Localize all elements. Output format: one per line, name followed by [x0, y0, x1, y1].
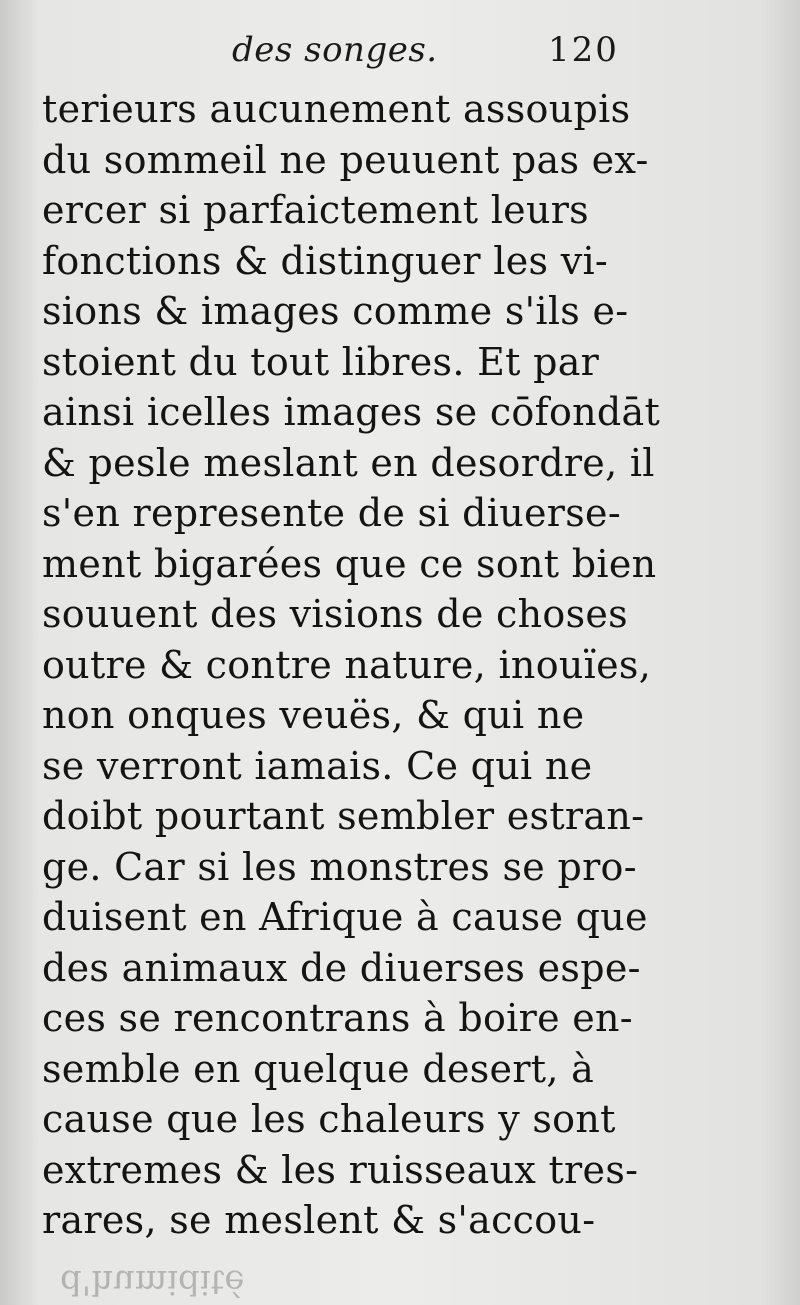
- text-line: fonctions & distinguer les vi-: [42, 238, 609, 283]
- text-line: rares, se meslent & s'accou-: [42, 1198, 596, 1242]
- page-number: 120: [548, 30, 619, 70]
- body-text: [42, 84, 682, 1246]
- text-line: ces se rencontrans à boire en-: [42, 996, 633, 1040]
- text-line: & pesle meslant en desordre, il: [42, 440, 655, 485]
- running-head-title: des songes.: [232, 30, 438, 70]
- text-line: doibt pourtant sembler estran-: [42, 794, 645, 838]
- text-line: semble en quelque desert, à: [42, 1046, 595, 1091]
- bleed-through-text: d'humidité: [60, 1262, 245, 1302]
- text-line: des animaux de diuerses espe-: [42, 945, 641, 990]
- text-line: cause que les chaleurs y sont: [42, 1097, 616, 1141]
- text-line: terieurs aucunement assoupis: [42, 87, 631, 131]
- text-line: ge. Car si les monstres se pro-: [42, 844, 637, 889]
- text-line: s'en represente de si diuerse-: [42, 491, 621, 535]
- text-line: se verront iamais. Ce qui ne: [42, 743, 593, 788]
- text-line: souuent des visions de choses: [42, 592, 628, 636]
- text-line: du sommeil ne peuuent pas ex-: [42, 137, 649, 182]
- text-line: non onques veuës, & qui ne: [42, 693, 585, 737]
- text-line: duisent en Afrique à cause que: [42, 895, 648, 939]
- text-line: ment bigarées que ce sont bien: [42, 541, 657, 586]
- text-line: extremes & les ruisseaux tres-: [42, 1147, 639, 1192]
- text-line: stoient du tout libres. Et par: [42, 339, 600, 384]
- text-line: ainsi icelles images se cōfondāt: [42, 390, 661, 434]
- text-line: outre & contre nature, inouïes,: [42, 642, 652, 687]
- text-line: ercer si parfaictement leurs: [42, 188, 589, 232]
- text-line: sions & images comme s'ils e-: [42, 289, 629, 333]
